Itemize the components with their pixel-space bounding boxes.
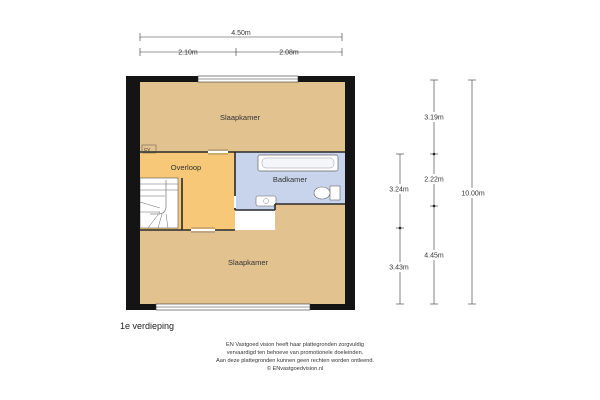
- disclaimer-line: © ENvastgoedvision.nl: [266, 366, 324, 372]
- dim-left-lower: 3.43m: [389, 264, 409, 272]
- dim-right-top: 3.19m: [424, 114, 444, 122]
- bedroom-bottom-floor: [140, 230, 345, 304]
- disclaimer-line: vervaardigd ten behoeve van promotionele doeleinden.: [226, 350, 364, 356]
- room-label-slaapkamer-bottom: Slaapkamer: [227, 258, 269, 267]
- dim-left-width: 2.10m: [178, 49, 198, 57]
- room-label-slaapkamer-top: Slaapkamer: [219, 113, 261, 122]
- cv-label: CV: [144, 147, 151, 152]
- floor-title: 1e verdieping: [120, 321, 175, 331]
- staircase: [140, 178, 178, 228]
- dim-right-bottom: 4.45m: [424, 252, 444, 260]
- bathtub: [258, 155, 338, 171]
- dim-right-width: 2.08m: [279, 49, 299, 57]
- dim-total-depth: 10.00m: [461, 190, 485, 198]
- bedroom-bottom-extension: [275, 204, 345, 230]
- dim-right-mid: 2.22m: [424, 176, 444, 184]
- toilet: [314, 186, 340, 200]
- room-label-badkamer: Badkamer: [272, 175, 308, 184]
- dim-left-upper: 3.24m: [389, 186, 409, 194]
- room-label-overloop: Overloop: [170, 163, 202, 172]
- washbasin: [256, 196, 276, 206]
- dim-total-width: 4.50m: [231, 30, 251, 37]
- disclaimer-line: Aan deze plattegronden kunnen geen rechten worden ontleend.: [216, 358, 374, 364]
- disclaimer: [80, 341, 510, 373]
- disclaimer-line: EN Vastgoed vision heeft haar plattegronden zorgvuldig: [226, 342, 364, 348]
